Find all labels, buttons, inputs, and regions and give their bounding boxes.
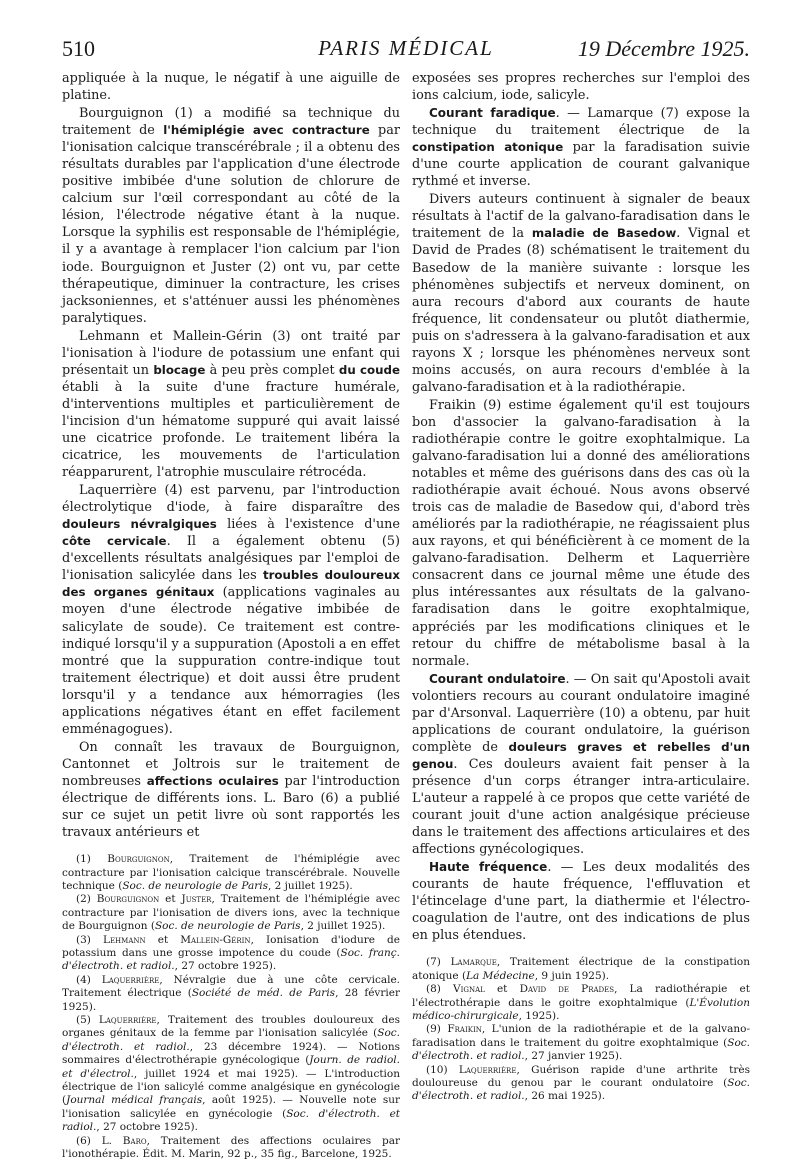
author-name: Mallein-Gérin (180, 933, 251, 946)
journal-name: Soc. d'électroth. et radiol. (62, 1027, 400, 1053)
author-name: Lamarque (450, 956, 497, 969)
running-header (62, 36, 750, 70)
text-run: liées à l'existence d'une (216, 517, 401, 533)
text-run: (5) (76, 1013, 99, 1026)
text-run: (1) (76, 853, 108, 866)
footnote (62, 1135, 400, 1161)
text-run: , 23 décembre 1924). — Notions sommaires d'électrothérapie gynécologique ( (62, 1040, 401, 1067)
text-run: établi à la suite d'une fracture humérale, d'interventions multiples et particulièrement de l'incision d'un hématome suppuré qui avait laissé une cicatrice profonde. Le traitement libéra la cicatrice, les mouvements de l'articulation réapparurent, l'atrophie musculaire rétrocéda. (62, 379, 400, 481)
text-run: , 28 février 1925). (62, 987, 400, 1013)
bold-term: affections oculaires (146, 773, 279, 788)
author-name: Laquerrière (458, 1063, 517, 1076)
text-run: (10) (426, 1063, 459, 1076)
section-heading: Courant faradique (429, 106, 556, 121)
journal-name: Journal médical français (66, 1094, 203, 1107)
bold-term: côte cervicale (62, 534, 167, 549)
footnote (412, 983, 750, 1023)
author-name: Laquerrière (98, 1013, 157, 1026)
text-run: . — On sait qu'Apostoli avait volontiers recours au courant ondulatoire imaginé par d'Arsonval. Laquerrière (10) a obtenu, par huit applications de courant ondulatoire, la guérison complète de (412, 671, 750, 755)
text-run: (3) (76, 933, 103, 946)
text-run: , août 1925). — Nouvelle note sur l'ionisation salicylée en gynécologie ( (62, 1094, 400, 1120)
journal-name: L'Évolution médico-chirurgicale (412, 996, 750, 1023)
text-run: , Guérison rapide d'une arthrite très douloureuse du genou par le courant ondulatoire ( (412, 1063, 750, 1090)
section-heading: Haute fréquence (429, 860, 548, 875)
author-name: Fraikin (447, 1023, 482, 1036)
text-run: . — Lamarque (7) expose la technique du traitement électrique de la (412, 106, 750, 139)
text-run: , Traitement des troubles douloureux des organes génitaux de la femme par l'ionisation salicylée ( (62, 1013, 400, 1040)
paragraph-fraikin: Fraikin (9) estime également qu'il est toujours bon d'associer la galvano-faradisation à la radiothérapie contre le goitre exophtalmique. La galvano-faradisation lui a donné des améliorations notables et même des guérisons dans des cas où la radiothérapie avait échoué. Nous avons observé trois cas de maladie de Basedow qui, d'abord très améliorés par la radiothérapie, ne réagissaient plus aux rayons, et qui bénéficièrent à ce moment de la galvano-faradisation. Delherm et Laquerrière consacrent dans ce journal même une étude des plus intéressantes aux résultats de la galvano-faradisation dans le goitre exophtalmique, appréciés par les modifications cliniques et le retour du chiffre de métabolisme basal à la normale. (412, 397, 750, 669)
footnote (62, 1014, 400, 1135)
text-run: . Vignal et David de Prades (8) schématisent le traitement du Basedow de la manière suivante : lorsque les phénomènes subjectifs et nerveux dominent, on aura recours d'abord aux courants de haute fréquence, lit condensateur ou plutôt diathermie, puis on s'adressera à la galvano-faradisation et aux rayons X ; lorsque les phénomènes nerveux sont moins accusés, on aura recours d'emblée à la galvano-faradisation et à la radiothérapie. (412, 226, 751, 395)
section-heading: Courant ondulatoire (429, 671, 566, 686)
bold-term: douleurs névralgiques (62, 517, 217, 532)
text-run: (6) (76, 1134, 102, 1147)
author-name: Vignal (453, 983, 485, 996)
text-run: Bourguignon (1) a modifié sa technique du traitement de (62, 106, 400, 139)
journal-name: Soc. d'électroth. et radiol. (412, 1036, 750, 1063)
journal-name: Soc. franç. d'électroth. et radiol. (62, 946, 400, 973)
footnotes (412, 956, 750, 1103)
text-run: , 2 juillet 1925). (267, 879, 353, 892)
text-run: , Traitement de l'hémiplégie avec contracture par l'ionisation calcique transcérébrale. Nouvelle technique ( (62, 853, 400, 892)
text-run: (9) (426, 1023, 448, 1036)
bold-term: l'hémiplégie avec contracture (163, 123, 370, 138)
text-run: (2) (76, 893, 97, 906)
paragraph-coude (62, 328, 400, 481)
text-run: , Ionisation d'iodure de potassium dans une grosse impotence du coude ( (62, 933, 400, 959)
paragraph-basedow (412, 191, 750, 396)
left-column (62, 70, 401, 1161)
text-run: à peu près complet (205, 362, 339, 378)
author-name: Bourguignon (96, 893, 160, 906)
footnote (62, 974, 400, 1014)
author-name: L. Baro (101, 1134, 147, 1147)
journal-name: Soc. de neurologie de Paris (154, 920, 301, 933)
journal-name: Journ. de radiol. et d'électrol. (62, 1054, 400, 1080)
bold-term: troubles douloureux des organes génitaux (62, 568, 400, 600)
text-run: . — Les deux modalités des courants de haute fréquence, l'effluvation et l'étincelage d'une part, la diathermie et l'électro-coagulation de l'autre, ont des indications de plus en plus étendues. (412, 860, 750, 944)
text-run: , Traitement des affections oculaires par l'ionothérapie. Édit. M. Marin, 92 p., 35 fig., Barcelone, 1925. (62, 1134, 400, 1161)
text-run: , 27 octobre 1925). (174, 960, 277, 973)
issue-date: 19 Décembre 1925. (577, 36, 750, 61)
right-column (412, 70, 750, 1146)
paragraph: exposées ses propres recherches sur l'emploi des ions calcium, iode, salicyle. (412, 71, 750, 104)
text-run: , 26 mai 1925). (524, 1090, 606, 1103)
footnote (412, 1064, 750, 1104)
bold-term: maladie de Basedow (531, 226, 677, 241)
footnote (412, 1023, 750, 1063)
author-name: Juster (181, 893, 212, 906)
author-name: David de Prades (519, 983, 615, 996)
bold-term: constipation atonique (412, 140, 564, 155)
text-run: , juillet 1924 et mai 1925). — L'introduction électrique de l'ion salicylé comme analgésique en gynécologie ( (62, 1067, 400, 1107)
bold-term: du coude (338, 362, 401, 377)
text-run: (applications vaginales au moyen d'une électrode négative imbibée de salicylate de soude). Ce traitement est contre-indiqué lorsqu'il y a suppuration (Apostoli a en effet montré que la suppuration contre-indique tout traitement électrique) et doit aussi être prudent lorsqu'il y a tendance aux hémorragies (les applications négatives étant en effet facilement emménagogues). (62, 585, 400, 737)
journal-name: Soc. d'électroth. et radiol. (62, 1107, 401, 1134)
journal-title: PARIS MÉDICAL (318, 36, 494, 60)
paragraph-oculaires (62, 739, 400, 841)
text-run: Laquerrière (4) est parvenu, par l'introduction électrolytique d'iode, à faire disparaître des (62, 483, 400, 516)
text-run: , 2 juillet 1925). (300, 920, 386, 933)
text-run: , Traitement de l'hémiplégie avec contracture par l'ionisation de divers ions, avec la technique de Bourguignon ( (62, 893, 400, 933)
text-run: , Traitement électrique de la constipation atonique ( (412, 956, 750, 982)
bold-term: blocage (153, 362, 206, 377)
text-run: On connaît les travaux de Bourguignon, Cantonnet et Joltrois sur le traitement de nombreuses (62, 739, 400, 789)
text-run: et (484, 983, 520, 996)
journal-name: Soc. d'électroth. et radiol. (412, 1077, 750, 1103)
footnote (412, 956, 750, 983)
text-run: par la faradisation suivie d'une courte application de courant galvanique rythmé et inverse. (412, 140, 750, 190)
paragraph-nevralgies (62, 482, 400, 738)
text-run: . Il a également obtenu (5) d'excellents résultats analgésiques par l'emploi de l'ionisation salicylée dans les (62, 534, 400, 584)
journal-name: La Médecine (466, 969, 535, 982)
section-courant-ondulatoire (412, 671, 750, 859)
text-run: et (159, 893, 182, 906)
bold-term: douleurs graves et rebelles d'un genou (412, 739, 750, 771)
section-haute-frequence (412, 859, 750, 944)
paragraph: appliquée à la nuque, le négatif à une aiguille de platine. (62, 71, 400, 104)
paragraph-hemiplegie (62, 105, 400, 327)
text-run: par l'ionisation calcique transcérébrale ; il a obtenu des résultats durables par l'application d'une électrode positive imbibée d'une solution de chlorure de calcium sur l'œil correspondant au côté de la lésion, l'électrode négative étant à la nuque. Lorsque la syphilis est responsable de l'hémiplégie, il y a avantage à remplacer l'ion calcium par l'ion iode. Bourguignon et Juster (2) ont vu, par cette thérapeutique, diminuer la contracture, les crises jacksoniennes, et s'atténuer aussi les phénomènes paralytiques. (62, 123, 400, 326)
page-number: 510 (62, 36, 95, 61)
text-run: , Névralgie due à une côte cervicale. Traitement électrique ( (62, 973, 400, 1000)
section-courant-faradique (412, 105, 750, 190)
text-run: , 1925). (518, 1010, 560, 1023)
journal-name: Société de méd. de Paris (191, 987, 336, 1000)
text-run: , 27 janvier 1925). (524, 1050, 623, 1063)
text-run: (8) (426, 983, 454, 996)
text-run: Lehmann et Mallein-Gérin (3) ont traité par l'ionisation à l'iodure de potassium une enfant qui présentait un (62, 328, 400, 378)
text-run: Divers auteurs continuent à signaler de beaux résultats à l'actif de la galvano-faradisation dans le traitement de la (412, 192, 750, 242)
text-run: . Ces douleurs avaient fait penser à la présence d'un corps étranger intra-articulaire. L'auteur a rappelé à ce propos que cette variété de courant jouit d'une action analgésique précieuse dans le traitement des affections articulaires et des affections gynécologiques. (412, 756, 750, 858)
author-name: Laquerrière (101, 973, 160, 986)
footnote (62, 853, 400, 893)
text-run: , 9 juin 1925). (534, 969, 610, 982)
author-name: Bourguignon (107, 853, 170, 866)
footnote (62, 934, 400, 974)
text-run: par l'introduction électrique de différents ions. L. Baro (6) a publié sur ce sujet un petit livre où sont rapportés les travaux antérieurs et (62, 773, 400, 841)
text-run: , 27 octobre 1925). (96, 1121, 198, 1134)
text-run: (4) (76, 973, 102, 986)
text-run: (7) (426, 956, 451, 969)
text-run: , La radiothérapie et l'électrothérapie dans le goitre exophtalmique ( (412, 983, 750, 1009)
author-name: Lehmann (102, 933, 146, 946)
text-run: et (145, 933, 181, 946)
footnote (62, 893, 400, 933)
text-run: , L'union de la radiothérapie et de la galvano-faradisation dans le traitement du goitre exophtalmique ( (412, 1023, 750, 1049)
journal-name: Soc. de neurologie de Paris (122, 879, 268, 892)
footnotes (62, 853, 400, 1161)
